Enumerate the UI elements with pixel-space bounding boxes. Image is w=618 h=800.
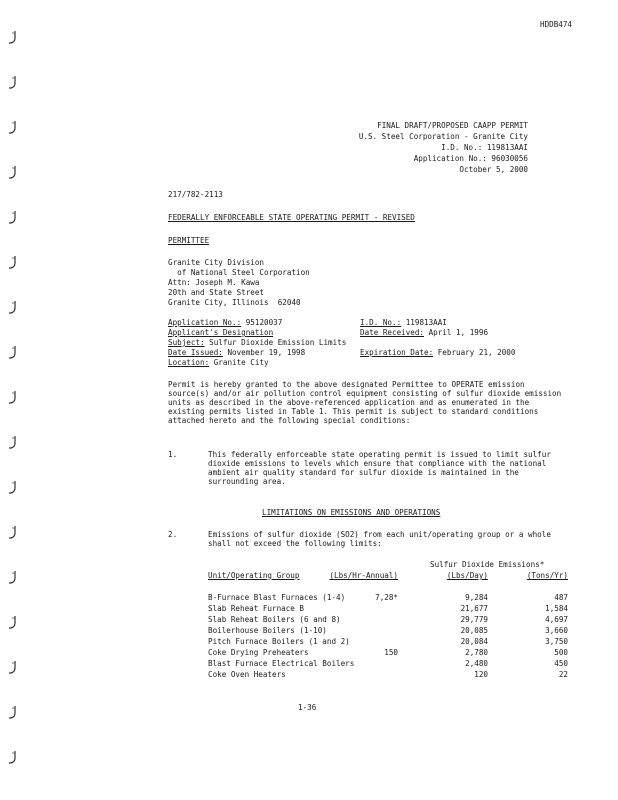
binder-mark-icon <box>6 525 20 541</box>
binder-mark-icon <box>6 30 20 46</box>
binder-mark-icon <box>6 75 20 91</box>
table-cell: Slab Reheat Boilers (6 and 8) <box>208 615 341 624</box>
address-line-2: of National Steel Corporation <box>168 268 310 277</box>
condition-2-number: 2. <box>168 530 178 539</box>
address-line-4: 20th and State Street <box>168 288 265 297</box>
binder-mark-icon <box>6 165 20 181</box>
header-title: FINAL DRAFT/PROPOSED CAAPP PERMIT <box>377 121 528 130</box>
table-cell: 9,284 <box>465 593 488 602</box>
expiration-date-field: Expiration Date: February 21, 2000 <box>360 348 516 357</box>
date-issued-field: Date Issued: November 19, 1998 <box>168 348 306 357</box>
header-company: U.S. Steel Corporation - Granite City <box>358 132 528 141</box>
header-date: October 5, 2000 <box>459 165 528 174</box>
table-cell: 2,780 <box>465 648 488 657</box>
id-number-field: I.D. No.: 119813AAI <box>360 318 447 327</box>
table-super-header: Sulfur Dioxide Emissions* <box>430 560 545 569</box>
binder-mark-icon <box>6 570 20 586</box>
binder-mark-icon <box>6 210 20 226</box>
table-cell: 2,480 <box>465 659 488 668</box>
permit-title: FEDERALLY ENFORCEABLE STATE OPERATING PERMIT - REVISED <box>168 213 415 222</box>
header-application: Application No.: 96030056 <box>413 154 528 163</box>
binder-mark-icon <box>6 300 20 316</box>
binder-mark-icon <box>6 480 20 496</box>
address-line-3: Attn: Joseph M. Kawa <box>168 278 260 287</box>
table-cell: 20,084 <box>460 637 488 646</box>
condition-2-text: Emissions of sulfur dioxide (SO2) from each unit/operating group or a whole shall not exceed the following limits: <box>208 530 551 548</box>
binder-mark-icon <box>6 750 20 766</box>
binder-mark-icon <box>6 660 20 676</box>
table-cell: 450 <box>554 659 568 668</box>
condition-1-number: 1. <box>168 450 178 459</box>
table-cell: Slab Reheat Furnace B <box>208 604 305 613</box>
binder-mark-icon <box>6 705 20 721</box>
table-cell: 21,677 <box>460 604 488 613</box>
table-cell: 3,660 <box>545 626 568 635</box>
table-row <box>208 626 568 635</box>
table-header-lbs-day: (Lbs/Day) <box>446 571 488 580</box>
reference-number: 217/782-2113 <box>168 190 223 199</box>
address-line-1: Granite City Division <box>168 258 265 267</box>
page-number: 1-36 <box>298 703 317 712</box>
address-line-5: Granite City, Illinois 62040 <box>168 298 301 307</box>
table-cell: Coke Drying Preheaters <box>208 648 309 657</box>
binder-mark-icon <box>6 255 20 271</box>
table-cell: 7,28* <box>375 593 398 602</box>
applicant-designation-label: Applicant's Designation <box>168 328 274 337</box>
binder-mark-icon <box>6 435 20 451</box>
table-cell: Boilerhouse Boilers (1-10) <box>208 626 327 635</box>
table-row <box>208 604 568 613</box>
subject-field: Subject: Sulfur Dioxide Emission Limits <box>168 338 347 347</box>
application-number-field: Application No.: 95120037 <box>168 318 283 327</box>
binder-mark-icon <box>6 615 20 631</box>
table-cell: 1,584 <box>545 604 568 613</box>
table-row <box>208 637 568 646</box>
table-row <box>208 615 568 624</box>
binder-mark-icon <box>6 120 20 136</box>
table-cell: 29,779 <box>460 615 488 624</box>
table-row <box>208 670 568 679</box>
table-cell: 4,697 <box>545 615 568 624</box>
section-heading: LIMITATIONS ON EMISSIONS AND OPERATIONS <box>262 508 441 517</box>
table-cell: 487 <box>554 593 568 602</box>
table-cell: 20,085 <box>460 626 488 635</box>
table-cell: 3,750 <box>545 637 568 646</box>
intro-paragraph: Permit is hereby granted to the above designated Permittee to OPERATE emission source(s) and/or air pollution control equipment consisting of sulfur dioxide emission units as described in the above-referenced application and as enumerated in the existing permits listed in Table 1. This permit is subject to standard conditions attached hereto and the following special conditions: <box>168 380 562 425</box>
date-received-field: Date Received: April 1, 1996 <box>360 328 489 337</box>
table-header-tons-yr: (Tons/Yr) <box>526 571 568 580</box>
header-id: I.D. No.: 119813AAI <box>441 143 528 152</box>
table-cell: 22 <box>558 670 568 679</box>
table-header-lbs-hr: (Lbs/Hr-Annual) <box>329 571 398 580</box>
document-id: HDDB474 <box>540 20 573 29</box>
table-cell: 150 <box>384 648 398 657</box>
table-cell: Blast Furnace Electrical Boilers <box>208 659 355 668</box>
table-row <box>208 659 568 668</box>
table-cell: Coke Oven Heaters <box>208 670 286 679</box>
table-row <box>208 648 568 657</box>
binder-mark-icon <box>6 345 20 361</box>
condition-1-text: This federally enforceable state operating permit is issued to limit sulfur dioxide emissions to levels which ensure that compliance with the national ambient air quality standard for sulfur dioxide is maintained in the surrounding area. <box>208 450 551 486</box>
table-header-row <box>208 571 568 580</box>
table-cell: 120 <box>474 670 488 679</box>
location-field: Location: Granite City <box>168 358 269 367</box>
table-cell: B-Furnace Blast Furnaces (1-4) <box>208 593 346 602</box>
table-row <box>208 593 568 602</box>
table-cell: 500 <box>554 648 568 657</box>
binder-mark-icon <box>6 390 20 406</box>
permittee-heading: PERMITTEE <box>168 236 210 245</box>
table-cell: Pitch Furnace Boilers (1 and 2) <box>208 637 350 646</box>
table-header-unit: Unit/Operating Group <box>208 571 300 580</box>
